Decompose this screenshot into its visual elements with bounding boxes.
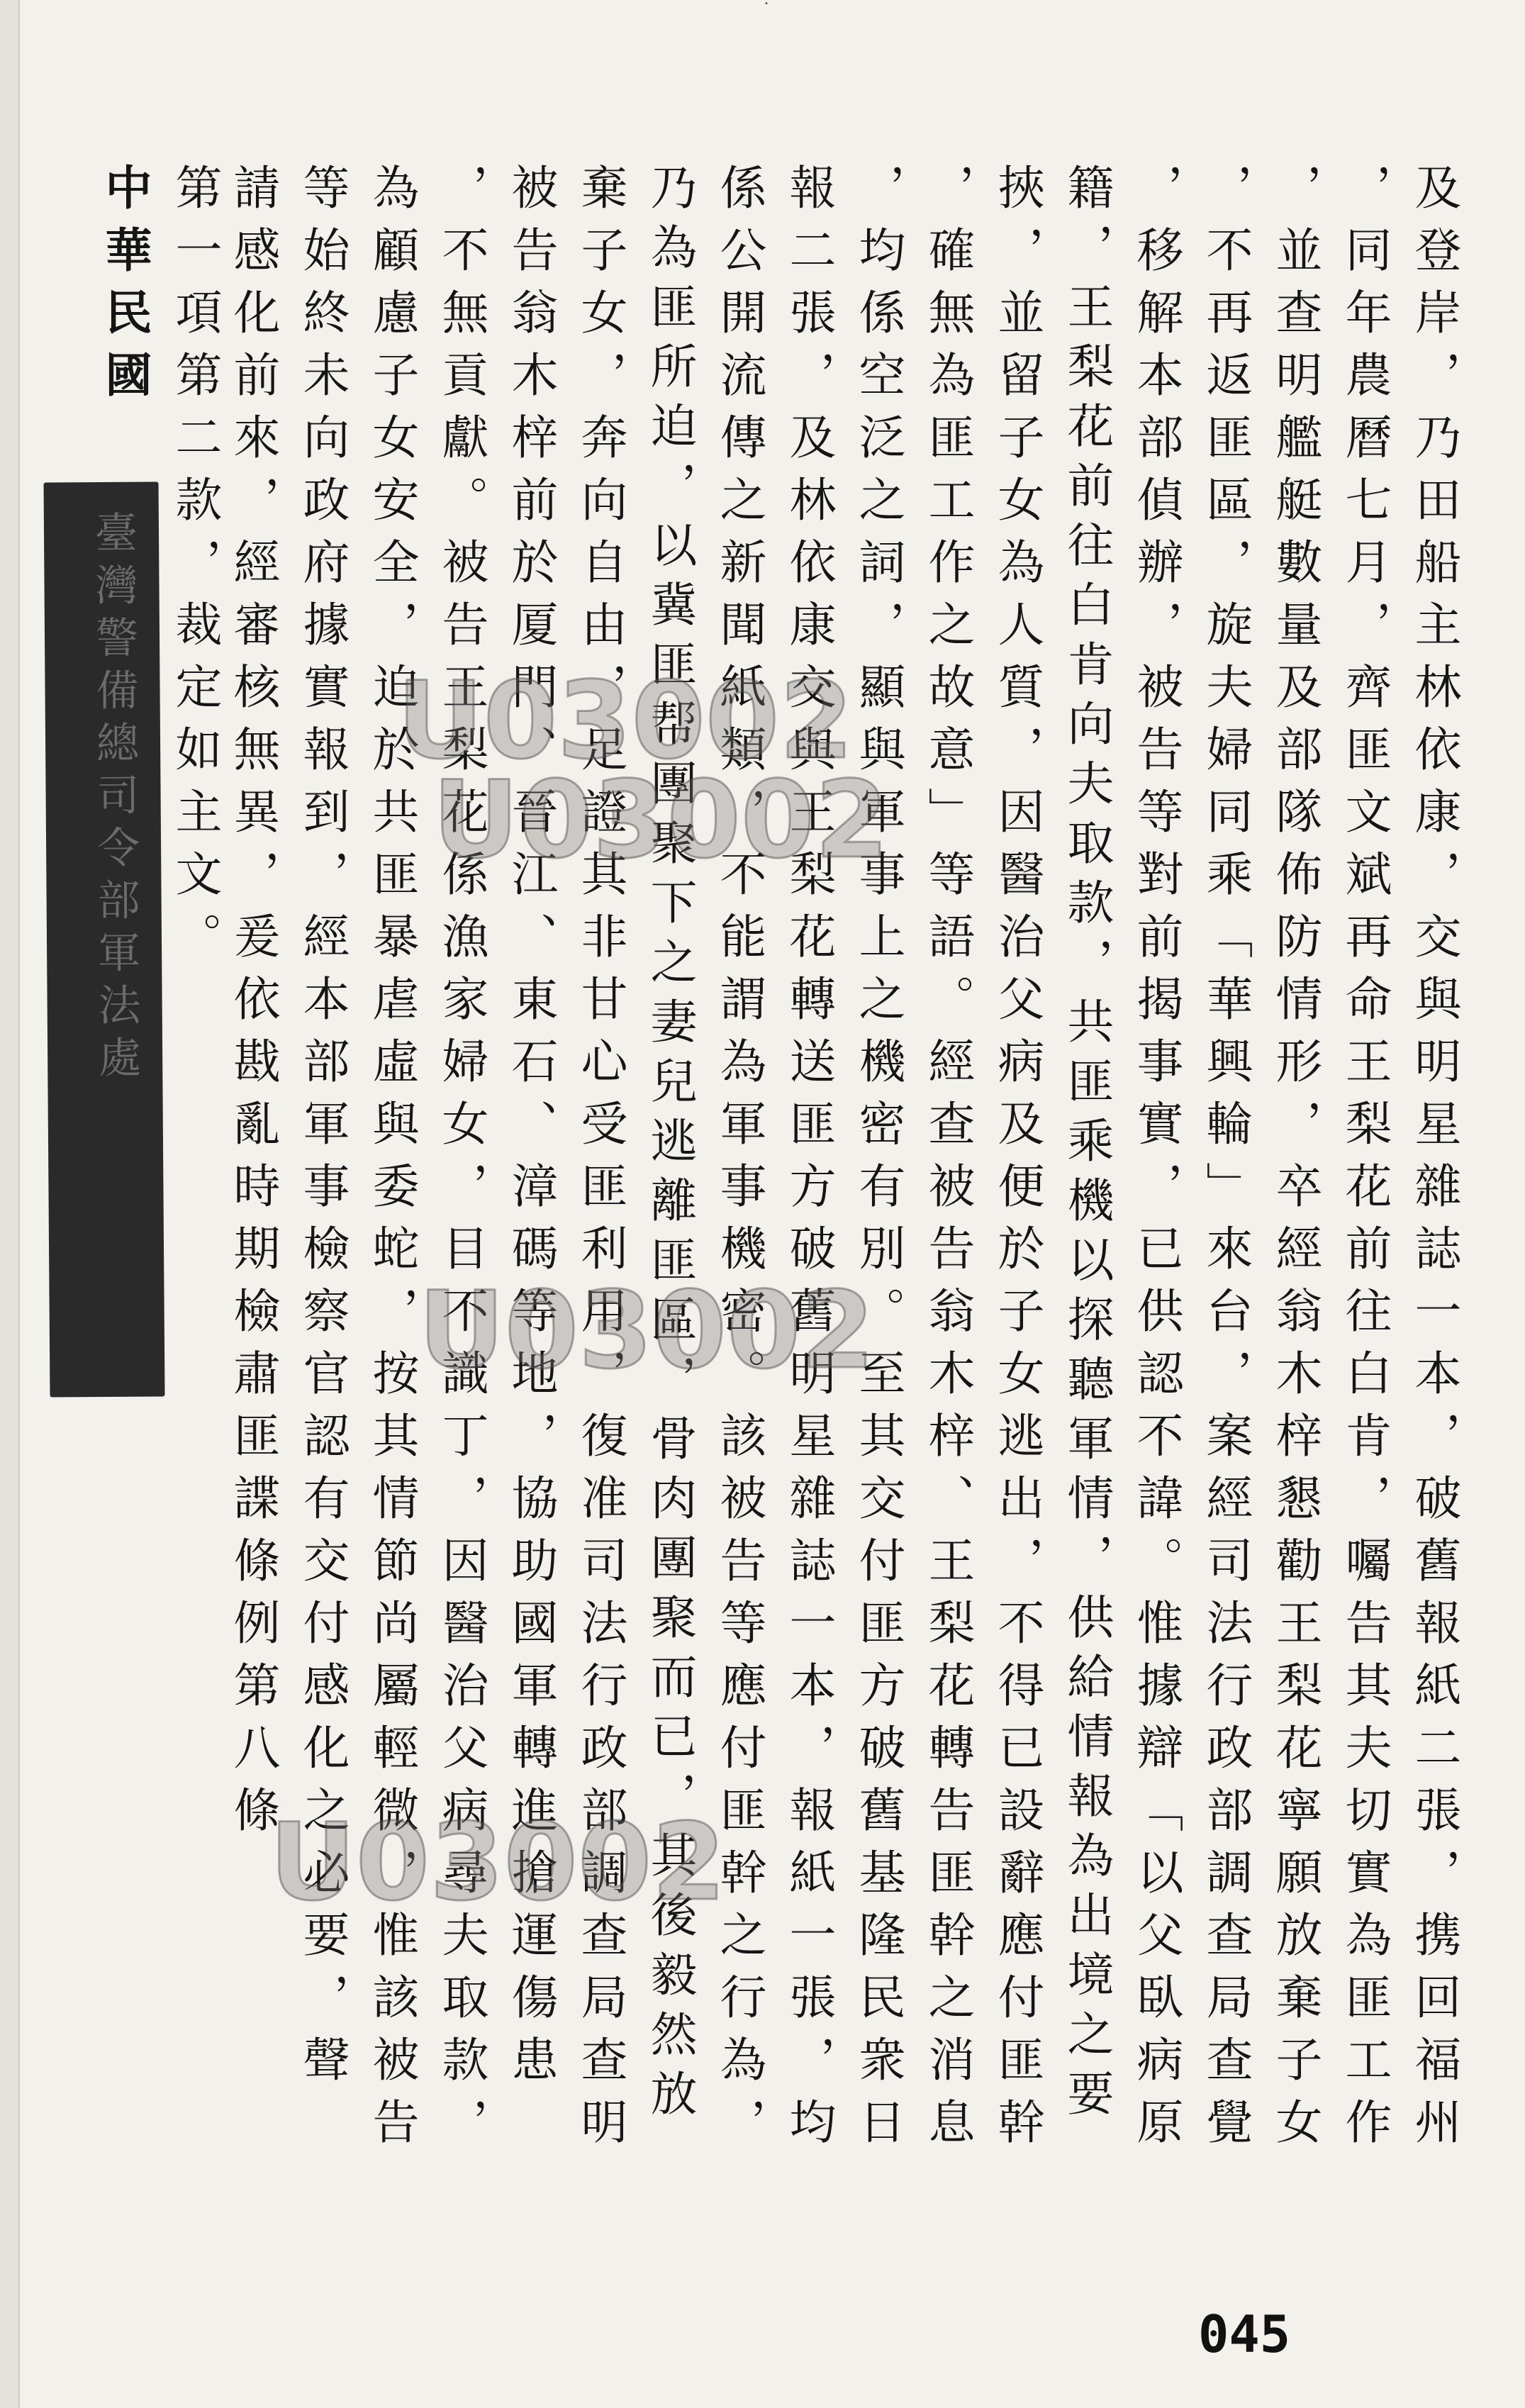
text-column-11: 係公開流傳之新聞紙類，不能謂為軍事機密。該被告等應付匪幹之行為， <box>712 163 766 2160</box>
page-number: 045 <box>1198 2304 1291 2364</box>
text-column-8: ，確無為匪工作之故意」等語。經查被告翁木梓、王梨花轉告匪幹之消息 <box>920 163 975 2160</box>
text-column-16: 為顧慮子女安全，迫於共匪暴虐虛與委蛇，按其情節尚屬輕微，惟該被告 <box>364 163 419 2160</box>
text-column-18: 請感化前來，經審核無異，爰依戡亂時期檢肅匪諜條例第八條 <box>225 163 280 1848</box>
date-line: 中華民國 <box>97 163 152 413</box>
official-seal-stamp <box>43 481 164 1397</box>
text-column-7: 挾，並留子女為人質，因醫治父病及便於子女逃出，不得已設辭應付匪幹 <box>990 163 1044 2160</box>
watermark: U03002 <box>397 659 854 783</box>
text-column-19: 第一項第二款，裁定如主文。 <box>167 163 222 974</box>
watermark: U03002 <box>269 1801 726 1924</box>
text-column-15: ，不無貢獻。被告王梨花係漁家婦女，目不識丁，因醫治父病尋夫取款， <box>434 163 488 2160</box>
text-column-2: ，同年農曆七月，齊匪文斌再命王梨花前往白肯，囑告其夫切實為匪工作 <box>1337 163 1392 2160</box>
binding-edge <box>0 0 20 2408</box>
text-column-1: 及登岸，乃田船主林依康，交與明星雜誌一本，破舊報紙二張，携回福州 <box>1407 163 1461 2160</box>
text-column-4: ，不再返匪區，旋夫婦同乘「華興輪」來台，案經司法行政部調查局查覺 <box>1198 163 1253 2160</box>
text-column-14: 被告翁木梓前於厦門、晉江、東石、漳碼等地，協助國軍轉進搶運傷患 <box>503 163 558 2097</box>
stamp-text: 臺灣警備總司令部軍法處 <box>87 510 142 1088</box>
text-column-9: ，均係空泛之詞，顯與軍事上之機密有別。至其交付匪方破舊基隆民衆日 <box>851 163 905 2160</box>
watermark: U03002 <box>418 1269 875 1393</box>
text-column-5: ，移解本部偵辦，被告等對前揭事實，已供認不諱。惟據辯「以父臥病原 <box>1129 163 1183 2160</box>
text-column-6: 籍，王梨花前往白肯向夫取款，共匪乘機以探聽軍情，供給情報為出境之要 <box>1059 163 1114 2129</box>
text-column-3: ，並查明艦艇數量及部隊佈防情形，卒經翁木梓懇勸王梨花寧願放棄子女 <box>1268 163 1322 2160</box>
watermark: U03002 <box>432 759 889 882</box>
text-column-12: 乃為匪所迫，以冀匪帮團聚下之妻兒逃離匪區，骨肉團聚而已，其後毅然放 <box>642 163 697 2129</box>
text-column-17: 等始終未向政府據實報到，經本部軍事檢察官認有交付感化之必要，聲 <box>295 163 350 2097</box>
text-column-13: 棄子女，奔向自由，足證其非甘心受匪利用，復准司法行政部調查局查明 <box>573 163 627 2160</box>
top-mark: ˙ <box>762 0 771 20</box>
text-column-10: 報二張，及林依康交與王梨花轉送匪方破舊明星雜誌一本，報紙一張，均 <box>781 163 836 2160</box>
